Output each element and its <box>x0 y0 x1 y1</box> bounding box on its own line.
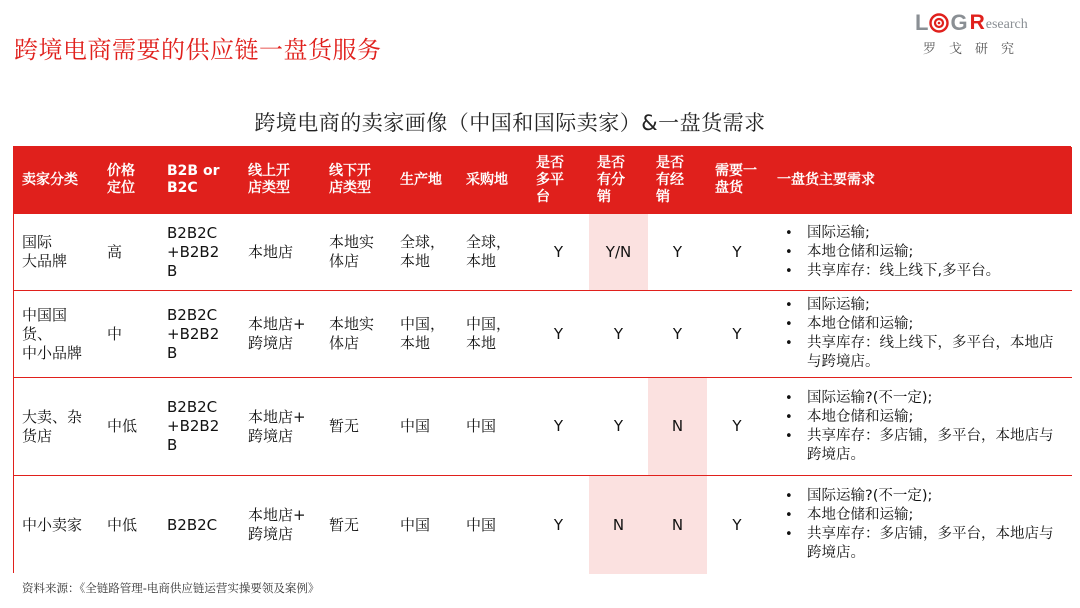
header-sourcing-place: 采购地 <box>458 147 528 213</box>
header-online-store-type: 线上开 店类型 <box>240 147 321 213</box>
table-cell-sourcing: 中国 <box>458 475 528 574</box>
header-production-place: 生产地 <box>392 147 458 213</box>
table-cell-online: 本地店+ 跨境店 <box>240 475 321 574</box>
need-item: • 国际运输?(不一定); <box>785 487 1064 506</box>
table-cell-model: B2B2C +B2B2 B <box>159 213 240 290</box>
table-cell-online: 本地店+ 跨境店 <box>240 377 321 475</box>
header-multi-platform: 是否 多平 台 <box>528 147 589 213</box>
logo-letter-g: G <box>950 10 968 35</box>
header-has-distribution: 是否 有分 销 <box>589 147 648 213</box>
table-cell-multi-platform: Y <box>528 290 589 377</box>
table-cell-dealers: N <box>648 377 707 475</box>
logo-research-text: esearch <box>985 16 1028 32</box>
table-cell-offline: 暂无 <box>321 377 392 475</box>
table-cell-price: 中低 <box>99 377 159 475</box>
table-cell-category: 国际 大品牌 <box>14 213 99 290</box>
table-cell-production: 全球， 本地 <box>392 213 458 290</box>
table-cell-online: 本地店 <box>240 213 321 290</box>
need-item: • 国际运输?(不一定); <box>785 389 1064 408</box>
need-item: • 国际运输; <box>785 224 1064 243</box>
table-cell-offline: 本地实 体店 <box>321 213 392 290</box>
table-cell-sourcing: 中国 <box>458 377 528 475</box>
need-item: • 本地仓储和运输; <box>785 243 1064 262</box>
table-cell-sourcing: 全球， 本地 <box>458 213 528 290</box>
table-cell-distribution: N <box>589 475 648 574</box>
table-cell-needs <box>767 213 1072 290</box>
header-seller-category: 卖家分类 <box>14 147 99 213</box>
table-cell-multi-platform: Y <box>528 475 589 574</box>
table-cell-model: B2B2C +B2B2 B <box>159 377 240 475</box>
need-item: • 本地仓储和运输; <box>785 315 1064 334</box>
table-cell-category: 中小卖家 <box>14 475 99 574</box>
source-note: 资料来源：《全链路管理-电商供应链运营实操要领及案例》 <box>22 581 320 595</box>
table-cell-offline: 本地实 体店 <box>321 290 392 377</box>
table-cell-dealers: Y <box>648 213 707 290</box>
header-price-position: 价格 定位 <box>99 147 159 213</box>
table-cell-price: 中 <box>99 290 159 377</box>
header-has-dealers: 是否 有经 销 <box>648 147 707 213</box>
table-cell-one-inventory: Y <box>707 213 767 290</box>
table-cell-price: 高 <box>99 213 159 290</box>
header-b2b-or-b2c: B2B or B2C <box>159 147 240 213</box>
table-cell-multi-platform: Y <box>528 213 589 290</box>
target-icon <box>929 13 949 33</box>
header-main-needs: 一盘货主要需求 <box>767 147 1072 213</box>
header-needs-one-inventory: 需要一 盘货 <box>707 147 767 213</box>
logo-chinese-text: 罗戈研究 <box>923 42 1028 57</box>
table-cell-model: B2B2C <box>159 475 240 574</box>
table-cell-price: 中低 <box>99 475 159 574</box>
table-cell-needs <box>767 475 1072 574</box>
table-cell-model: B2B2C +B2B2 B <box>159 290 240 377</box>
table-cell-category: 中国国货、 中小品牌 <box>14 290 99 377</box>
table-cell-production: 中国 <box>392 377 458 475</box>
need-item: • 共享库存：多店铺，多平台，本地店与跨境店。 <box>785 525 1064 563</box>
table-cell-production: 中国 <box>392 475 458 574</box>
table-cell-distribution: Y/N <box>589 213 648 290</box>
need-item: • 本地仓储和运输; <box>785 408 1064 427</box>
table-cell-dealers: Y <box>648 290 707 377</box>
need-item: • 本地仓储和运输; <box>785 506 1064 525</box>
table-cell-one-inventory: Y <box>707 475 767 574</box>
need-item: • 共享库存：线上线下,多平台。 <box>785 262 1064 281</box>
table-cell-production: 中国， 本地 <box>392 290 458 377</box>
table-cell-distribution: Y <box>589 290 648 377</box>
table-cell-needs <box>767 377 1072 475</box>
table-cell-distribution: Y <box>589 377 648 475</box>
need-item: • 国际运输; <box>785 296 1064 315</box>
logo <box>915 10 1065 57</box>
table-cell-online: 本地店+ 跨境店 <box>240 290 321 377</box>
table-cell-offline: 暂无 <box>321 475 392 574</box>
table-cell-dealers: N <box>648 475 707 574</box>
table-cell-sourcing: 中国， 本地 <box>458 290 528 377</box>
need-item: • 共享库存：线上线下，多平台，本地店与跨境店。 <box>785 334 1064 372</box>
table-cell-one-inventory: Y <box>707 290 767 377</box>
table-cell-category: 大卖、杂 货店 <box>14 377 99 475</box>
need-item: • 共享库存：多店铺，多平台，本地店与跨境店。 <box>785 427 1064 465</box>
seller-profile-table <box>13 146 1071 573</box>
table-cell-multi-platform: Y <box>528 377 589 475</box>
table-cell-one-inventory: Y <box>707 377 767 475</box>
logo-letter-r: R <box>969 11 985 34</box>
header-offline-store-type: 线下开 店类型 <box>321 147 392 213</box>
page-title: 跨境电商需要的供应链一盘货服务 <box>14 36 382 64</box>
table-cell-needs <box>767 290 1072 377</box>
logo-letter-l: L <box>915 10 929 35</box>
table-title: 跨境电商的卖家画像（中国和国际卖家）&一盘货需求 <box>254 111 766 135</box>
